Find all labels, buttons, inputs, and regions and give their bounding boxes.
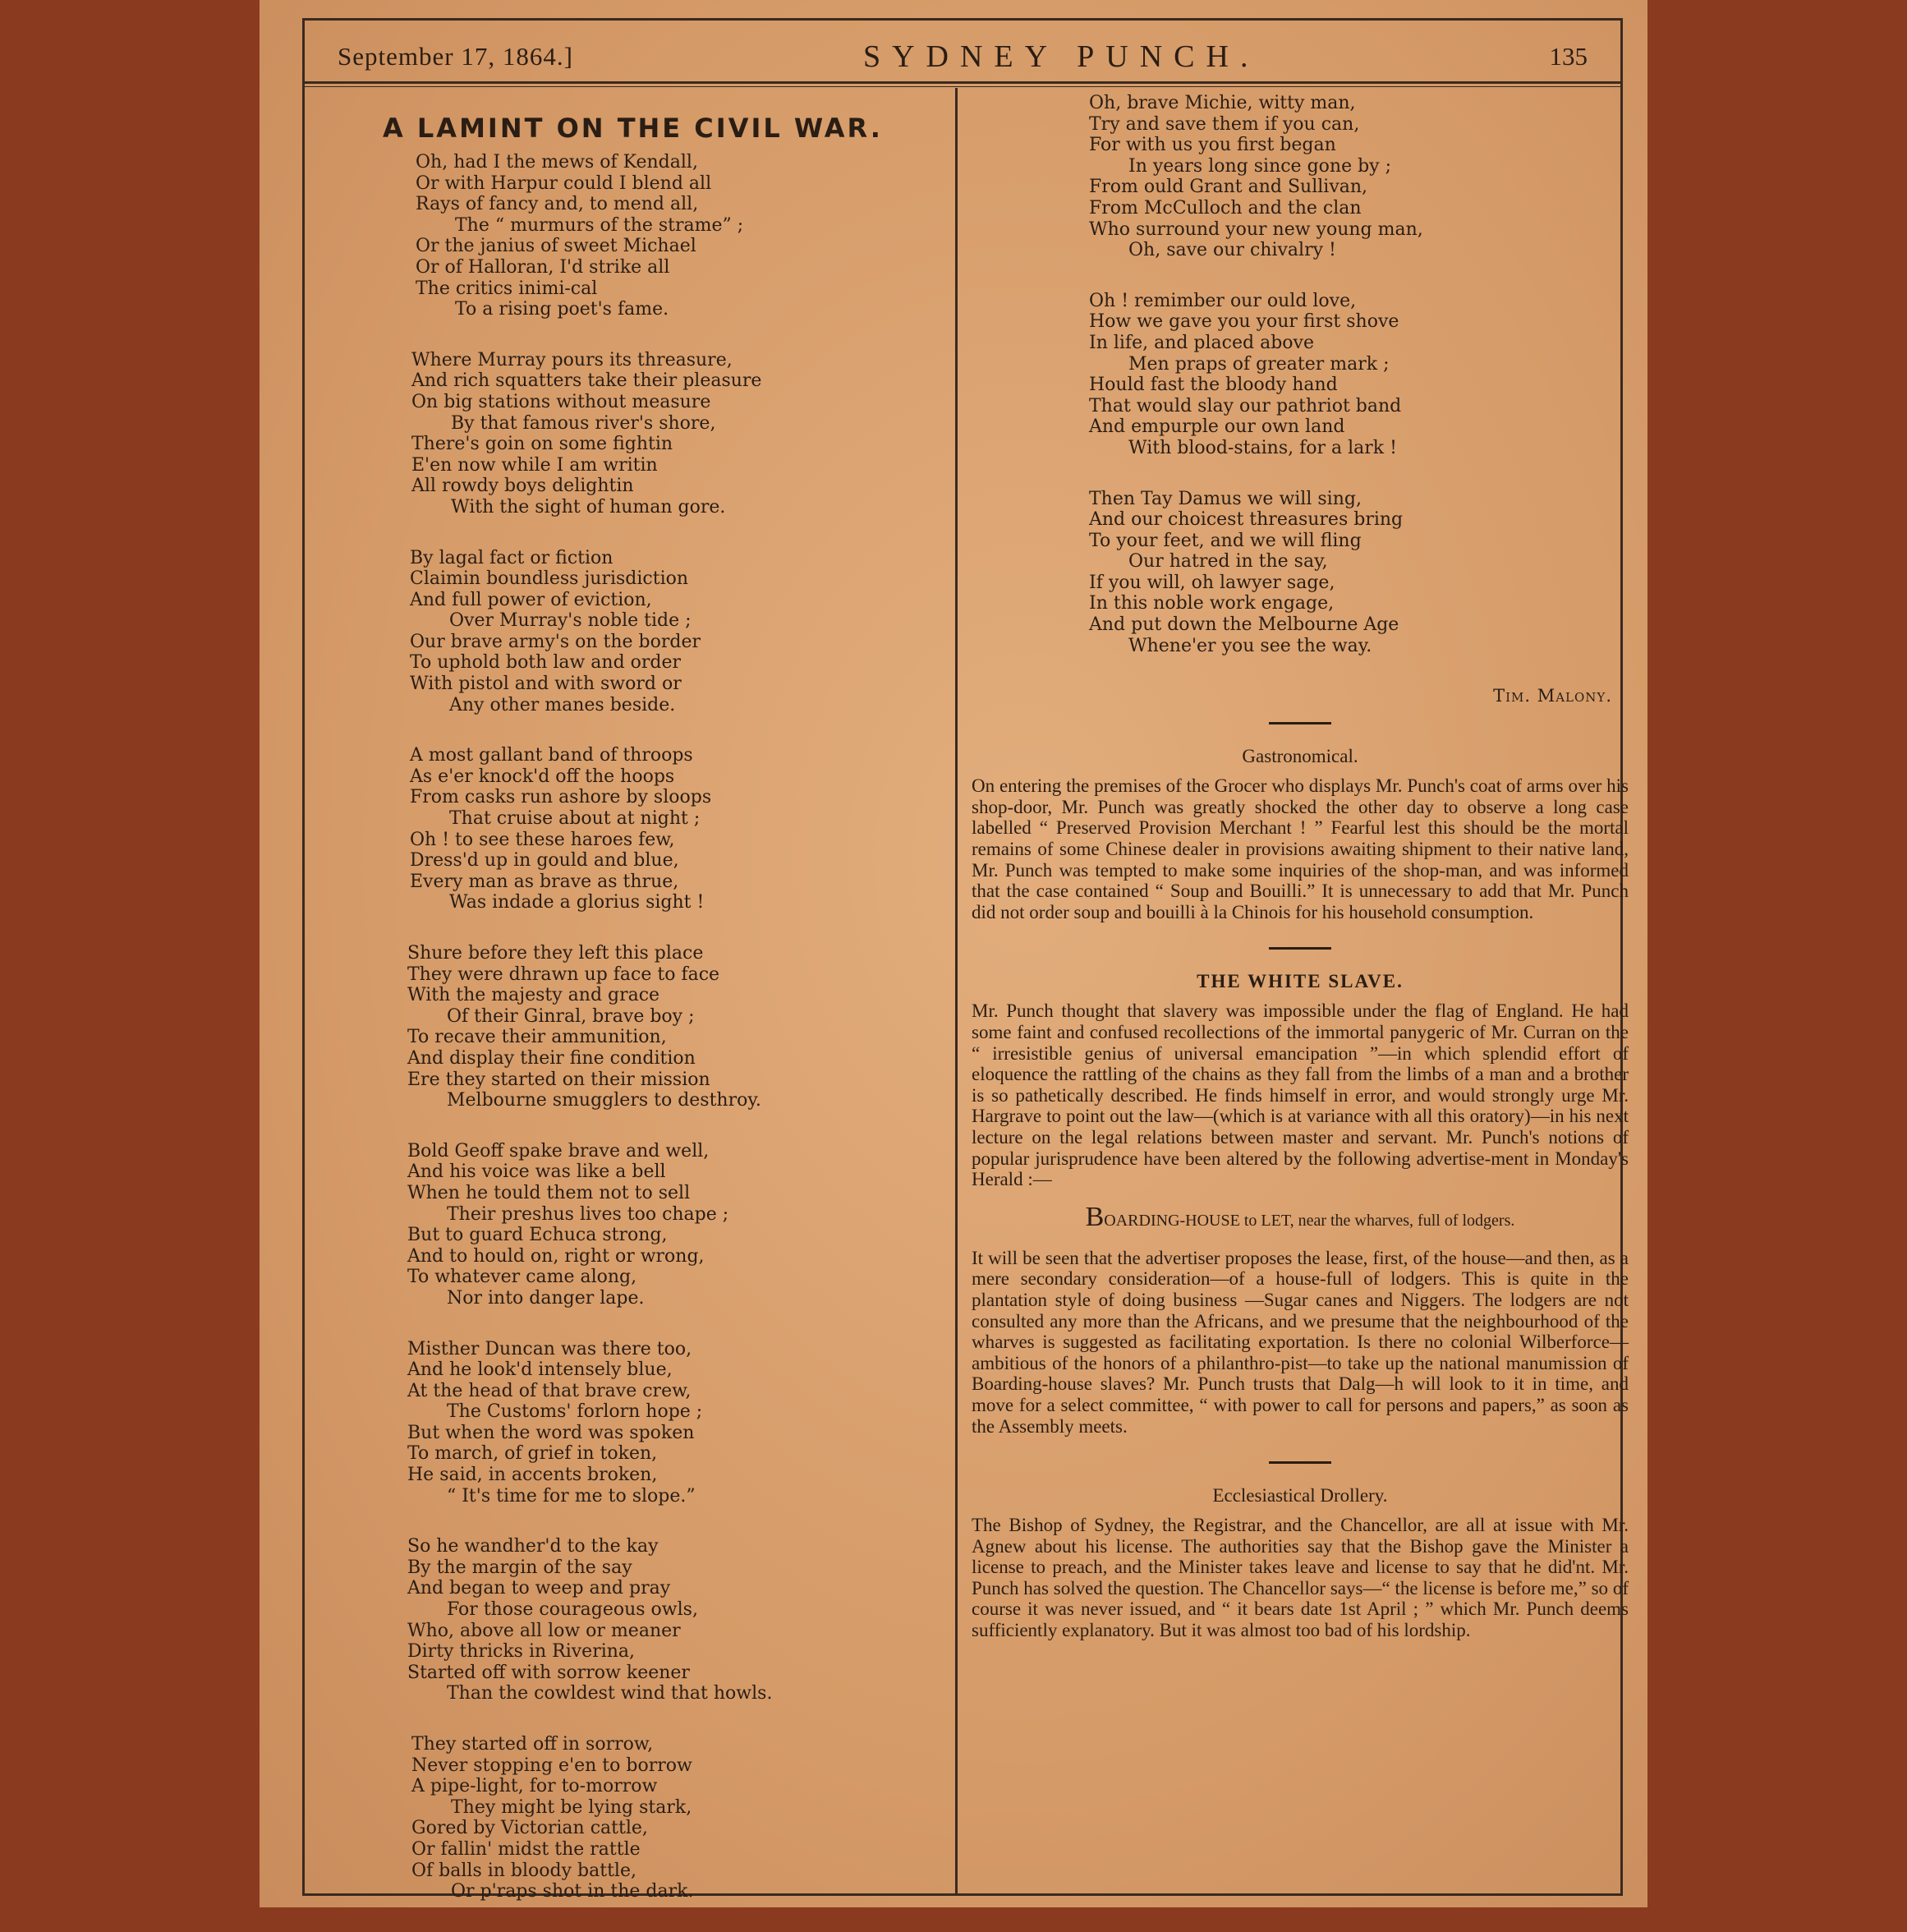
poem-line: To your feet, and we will fling: [1089, 530, 1362, 551]
poem-line: Every man as brave as thrue,: [410, 871, 679, 892]
poem-line: For with us you first began: [1089, 135, 1336, 156]
poem-line: With blood-stains, for a lark !: [1128, 437, 1397, 458]
poem-line: All rowdy boys delightin: [411, 476, 634, 497]
poem-line: But to guard Echuca strong,: [407, 1225, 668, 1246]
poem-line: With the sight of human gore.: [451, 496, 726, 518]
header-title: SYDNEY PUNCH.: [862, 39, 1260, 74]
poem-stanza: [305, 1339, 954, 1507]
poem-line: Oh, had I the mews of Kendall,: [416, 152, 698, 172]
poem-line: By that famous river's shore,: [451, 412, 716, 434]
poem-line: Their preshus lives too chape ;: [447, 1203, 729, 1225]
poem-stanzas-right: [972, 93, 1629, 656]
poem-line: Try and save them if you can,: [1089, 113, 1360, 135]
boarding-house-advert: [972, 1202, 1629, 1233]
poem-stanza: [972, 291, 1629, 459]
poem-line: Men praps of greater mark ;: [1128, 353, 1390, 375]
poem-line: Was indade a glorius sight !: [449, 892, 705, 913]
poem-line: From ould Grant and Sullivan,: [1089, 177, 1368, 198]
poem-line: Or p'raps shot in the dark.: [451, 1881, 694, 1902]
poem-line: On big stations without measure: [411, 391, 711, 412]
poem-line: There's goin on some fightin: [411, 434, 673, 455]
poem-stanza: [305, 350, 954, 518]
poem-line: To a rising poet's fame.: [455, 299, 669, 320]
poem-line: That cruise about at night ;: [449, 808, 701, 830]
poem-line: And began to weep and pray: [407, 1578, 671, 1599]
poem-line: “ It's time for me to slope.”: [447, 1485, 696, 1506]
poem-line: Never stopping e'en to borrow: [411, 1755, 692, 1776]
header-date: September 17, 1864.]: [338, 42, 573, 71]
poem-line: They might be lying stark,: [451, 1796, 692, 1818]
poem-line: That would slay our pathriot band: [1089, 395, 1402, 416]
poem-stanza: [305, 1734, 954, 1902]
poem-stanza: [305, 745, 954, 913]
poem-line: Rays of fancy and, to mend all,: [416, 194, 699, 215]
poem-line: Ere they started on their mission: [407, 1069, 710, 1090]
poem-line: By the margin of the say: [407, 1557, 632, 1578]
poem-line: Or of Halloran, I'd strike all: [416, 256, 670, 278]
poem-line: Any other manes beside.: [449, 694, 676, 715]
poem-line: If you will, oh lawyer sage,: [1089, 572, 1335, 593]
poem-line: And our choicest threasures bring: [1089, 509, 1404, 531]
poem-stanza: [305, 1141, 954, 1309]
poem-line: To march, of grief in token,: [407, 1443, 658, 1465]
poem-signature: Tim. Malony.: [1493, 686, 1612, 706]
poem-line: Dirty thricks in Riverina,: [407, 1641, 636, 1663]
page-header: [338, 32, 1588, 81]
poem-line: Bold Geoff spake brave and well,: [407, 1140, 710, 1162]
poem-line: Our hatred in the say,: [1128, 551, 1328, 573]
poem-line: Oh, brave Michie, witty man,: [1089, 93, 1356, 113]
ecclesiastical-title: Ecclesiastical Drollery.: [1212, 1485, 1388, 1506]
poem-line: When he tould them not to sell: [407, 1182, 691, 1203]
header-page-number: 135: [1549, 42, 1588, 71]
poem-line: And put down the Melbourne Age: [1089, 614, 1399, 636]
poem-line: Or with Harpur could I blend all: [416, 172, 712, 194]
poem-line: Whene'er you see the way.: [1128, 635, 1372, 656]
poem-stanza: [972, 93, 1629, 261]
poem-line: And to hould on, right or wrong,: [407, 1245, 705, 1267]
poem-line: Where Murray pours its threasure,: [411, 349, 733, 370]
gastronomical-title: Gastronomical.: [1242, 746, 1358, 767]
poem-line: A most gallant band of throops: [410, 745, 693, 766]
poem-line: Who, above all low or meaner: [407, 1620, 681, 1641]
poem-line: The Customs' forlorn hope ;: [447, 1401, 703, 1423]
poem-line: Nor into danger lape.: [447, 1287, 645, 1309]
poem-line: Of balls in bloody battle,: [411, 1860, 636, 1881]
ecclesiastical-text: The Bishop of Sydney, the Registrar, and the Chancellor, are all at issue with Mr. Agnew about his license. The authorities say that the Bishop gave the Minister a license to preach, and the Minister takes leave and license to say that he did'nt. Mr. Punch has solved the question. The Chancellor says—“ the license is before me,” so of course it was never issued, and “ it bears date 1st April ; ” which Mr. Punch deems sufficiently explanatory. But it was almost too bad of his lordship.: [972, 1515, 1629, 1641]
poem-line: And display their fine condition: [407, 1047, 696, 1069]
poem-line: Started off with sorrow keener: [407, 1662, 690, 1683]
poem-line: And his voice was like a bell: [407, 1162, 666, 1183]
poem-line: To whatever came along,: [407, 1267, 637, 1288]
poem-line: Gored by Victorian cattle,: [411, 1818, 648, 1839]
poem-line: They were dhrawn up face to face: [407, 964, 720, 985]
poem-line: Then Tay Damus we will sing,: [1089, 488, 1362, 509]
poem-line: Misther Duncan was there too,: [407, 1338, 692, 1359]
poem-line: For those courageous owls,: [447, 1599, 698, 1621]
poem-line: Or fallin' midst the rattle: [411, 1838, 641, 1860]
poem-line: In life, and placed above: [1089, 332, 1314, 353]
page-frame: [302, 18, 1629, 1902]
poem-line: Who surround your new young man,: [1089, 218, 1423, 240]
poem-line: He said, in accents broken,: [407, 1465, 658, 1486]
poem-line: E'en now while I am writin: [411, 454, 658, 476]
poem-line: In years long since gone by ;: [1128, 155, 1391, 177]
right-column: [972, 93, 1629, 1641]
poem-line: So he wandher'd to the kay: [407, 1536, 659, 1557]
poem-line: And he look'd intensely blue,: [407, 1359, 673, 1381]
header-rule: [305, 81, 1620, 84]
poem-line: Hould fast the bloody hand: [1089, 375, 1338, 396]
poem-line: With pistol and with sword or: [410, 674, 682, 695]
poem-line: Or the janius of sweet Michael: [416, 236, 696, 257]
white-slave-text: Mr. Punch thought that slavery was impossible under the flag of England. He had some faint and confused recollections of the immortal panygeric of Mr. Curran on the “ irresistible genius of universal emancipation ”—in which splendid effort of eloquence the rattling of the chains as they fall from the limbs of a man and a brother is so pathetically described. He finds himself in error, and would strongly urge Mr. Hargrave to point out the law—(which is at variance with all this oratory)—in his next lecture on the legal relations between master and servant. Mr. Punch's notions of popular jurisprudence have been altered by the following advertise-ment in Monday's Herald :—: [972, 1000, 1629, 1190]
poem-stanza: [305, 943, 954, 1111]
left-column: [305, 94, 954, 1932]
gastronomical-text: On entering the premises of the Grocer who displays Mr. Punch's coat of arms over his shop-door, Mr. Punch was greatly shocked the other day to observe a long case labelled “ Preserved Provision Merchant ! ” Fearful lest this should be the mortal remains of some Chinese dealer in provisions awaiting shipment to their native land, Mr. Punch was tempted to make some inquiries of the shop-man, and was informed that the case contained “ Soup and Bouilli.” It is unnecessary to add that Mr. Punch did not order soup and bouilli à la Chinois for his household consumption.: [972, 775, 1629, 922]
column-divider: [955, 88, 958, 1893]
poem-line: And full power of eviction,: [410, 589, 652, 610]
header-rule-thin: [305, 86, 1620, 87]
poem-line: How we gave you your first shove: [1089, 311, 1399, 333]
poem-title: A LAMINT ON THE CIVIL WAR.: [383, 113, 883, 144]
poem-line: With the majesty and grace: [407, 985, 660, 1006]
poem-line: Than the cowldest wind that howls.: [447, 1683, 773, 1704]
poem-line: The “ murmurs of the strame” ;: [455, 214, 744, 236]
poem-line: Oh ! to see these haroes few,: [410, 829, 675, 850]
poem-line: But when the word was spoken: [407, 1422, 695, 1443]
advert-text: OARDING-HOUSE to LET, near the wharves, full of lodgers.: [1104, 1211, 1515, 1230]
poem-stanza: [972, 489, 1629, 657]
poem-line: Oh, save our chivalry !: [1128, 240, 1336, 261]
poem-line: Dress'd up in gould and blue,: [410, 850, 679, 872]
newspaper-page: [260, 0, 1647, 1907]
poem-line: From McCulloch and the clan: [1089, 197, 1362, 218]
white-slave-commentary: It will be seen that the advertiser proposes the lease, first, of the house—and then, as a mere secondary consideration—of a house-full of lodgers. This is quite in the plantation style of doing business —Sugar canes and Niggers. The lodgers are not consulted any more than the Africans, and we presume that the neighbourhood of the wharves is suggested as facilitating exportation. Is there no colonial Wilberforce—ambitious of the honors of a philanthro-pist—to take up the national manumission of Boarding-house slaves? Mr. Punch trusts that Dalg—h will look to it in time, and move for a select committee, “ with power to call for persons and papers,” as soon as the Assembly meets.: [972, 1247, 1629, 1437]
poem-line: Melbourne smugglers to desthroy.: [447, 1090, 761, 1111]
poem-line: To uphold both law and order: [410, 652, 682, 674]
poem-line: Shure before they left this place: [407, 943, 704, 964]
section-rule: [1269, 1461, 1331, 1464]
poem-line: And rich squatters take their pleasure: [411, 370, 762, 392]
poem-line: Of their Ginral, brave boy ;: [447, 1005, 695, 1027]
poem-line: In this noble work engage,: [1089, 593, 1335, 614]
poem-stanza: [305, 1536, 954, 1704]
poem-line: Over Murray's noble tide ;: [449, 610, 692, 632]
poem-stanzas-left: [305, 152, 954, 1902]
advert-initial: B: [1085, 1201, 1105, 1232]
poem-line: They started off in sorrow,: [411, 1734, 654, 1755]
section-rule: [1269, 947, 1331, 950]
poem-line: The critics inimi-cal: [416, 278, 598, 299]
poem-line: As e'er knock'd off the hoops: [410, 766, 675, 787]
poem-line: Our brave army's on the border: [410, 631, 701, 652]
poem-line: A pipe-light, for to-morrow: [411, 1776, 658, 1797]
poem-line: At the head of that brave crew,: [407, 1380, 692, 1401]
poem-stanza: [305, 152, 954, 320]
poem-line: From casks run ashore by sloops: [410, 787, 712, 808]
poem-line: To recave their ammunition,: [407, 1027, 667, 1048]
poem-line: Oh ! remimber our ould love,: [1089, 290, 1357, 311]
white-slave-title: THE WHITE SLAVE.: [1197, 971, 1404, 992]
poem-line: Claimin boundless jurisdiction: [410, 568, 689, 590]
poem-stanza: [305, 548, 954, 716]
section-rule: [1269, 722, 1331, 724]
poem-line: And empurple our own land: [1089, 416, 1345, 438]
poem-line: By lagal fact or fiction: [410, 547, 613, 568]
